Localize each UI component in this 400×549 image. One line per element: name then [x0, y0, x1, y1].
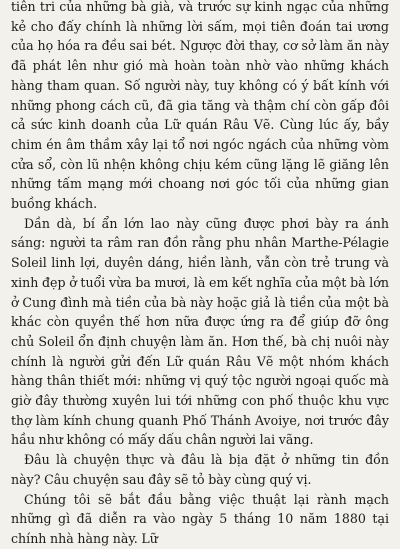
paragraph-rumor-revealed: Dần dà, bí ẩn lớn lao này cũng được phơi bày ra ánh sáng: người ta râm ran đồn rằng phu nhân Marthe-Pélagie Soleil linh lợi, duyên dáng, hiền lành, vẫn còn trẻ trung và xinh đẹp ở tuổi vừa ba mươi, là em kết nghĩa của một bà lớn ở Cung đình mà tiền của bà này hoặc giả là tiền của một bà khác còn quyền thế hơn nữa được ứng ra để giúp đỡ ông chủ Soleil ổn định chuyện làm ăn. Hơn thế, bà chị nuôi này chính là người gửi đến Lữ quán Râu Vẽ một nhóm khách hàng thân thiết mới: những vị quý tộc người ngoại quốc mà giờ đây thường xuyên lui tới những con phố thuộc khu vực thợ làm kính chung quanh Phố Thánh Avoiye, nơi trước đây hầu như không có mấy dấu chân người lai vãng. — [11, 215, 389, 448]
paragraph-story-begins: Chúng tôi sẽ bắt đầu bằng việc thuật lại rành mạch những gì đã diễn ra vào ngày 5 tháng 10 năm 1880 tại chính nhà hàng này. Lữ — [11, 491, 389, 546]
paragraph-continuation: tiên tri của những bà già, và trước sự kinh ngạc của những kẻ cho đấy chính là những lời sấm, mọi tiên đoán tai ương của họ hóa ra đều sai bét. Ngược đời thay, cơ sở làm ăn này đã phát lên như gió mà hoàn toàn nhờ vào những khách hàng tham quan. Số người này, tuy không có ý bất kính với những phong cách cũ, đã gia tăng và thậm chí còn gấp đôi cả sức kinh doanh của Lữ quán Râu Vẽ. Cùng lúc ấy, bầy chim én âm thầm xây lại tổ nơi ngóc ngách của những vòm cửa sổ, còn lũ nhện không chịu kém cũng lặng lẽ giăng lên những tấm mạng mới choang nơi góc tối của những gian buồng khách. — [11, 0, 389, 212]
body-text — [11, 0, 389, 549]
paragraph-truth-question: Đâu là chuyện thực và đâu là bịa đặt ở những tin đồn này? Câu chuyện sau đây sẽ tỏ bày cùng quý vị. — [11, 452, 389, 487]
